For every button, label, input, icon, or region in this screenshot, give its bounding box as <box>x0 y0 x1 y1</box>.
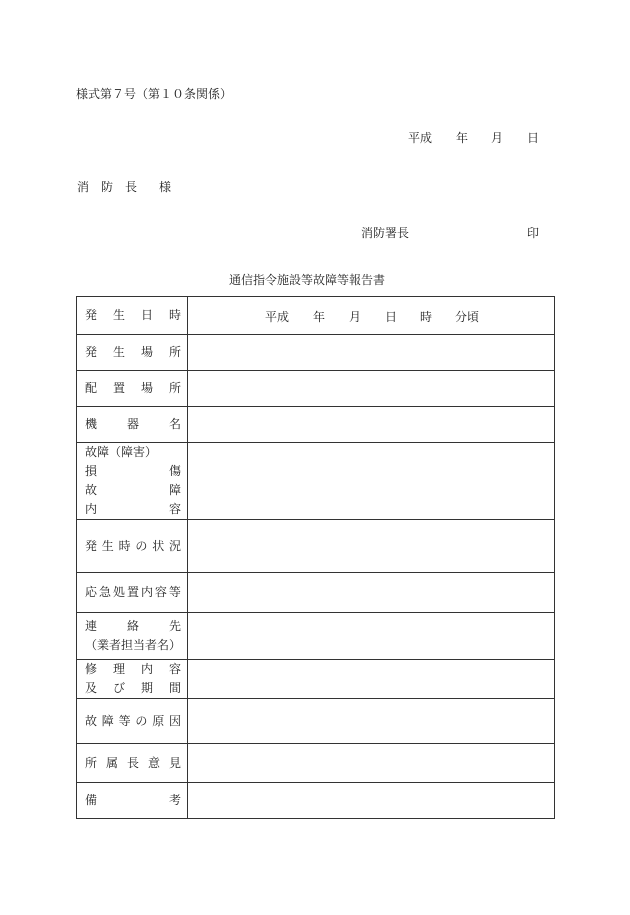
label-line <box>85 306 181 325</box>
value-cell[interactable] <box>188 520 555 573</box>
label-text: 時 <box>118 538 131 553</box>
datetime-hour: 時 <box>420 310 433 324</box>
label-text: 場 <box>140 345 153 359</box>
label-text: 意 <box>147 755 160 770</box>
label-line <box>85 500 181 519</box>
label-text: 生 <box>112 345 125 359</box>
label-line <box>85 636 180 655</box>
label-text: 備 <box>85 793 98 807</box>
row-label <box>77 660 188 699</box>
label-text: 容 <box>154 585 167 599</box>
label-text: 先 <box>168 619 181 633</box>
label-text: 容 <box>168 502 181 516</box>
label-text: 所 <box>168 345 181 359</box>
label-text: 況 <box>168 538 181 553</box>
label-text: 原 <box>152 713 165 728</box>
value-cell[interactable] <box>188 407 555 443</box>
value-cell[interactable] <box>188 783 555 819</box>
label-text: の <box>135 538 148 553</box>
label-text: 器 <box>126 417 139 431</box>
label-text: び <box>112 681 125 695</box>
row-label <box>77 443 188 520</box>
label-text: 場 <box>140 381 153 395</box>
label-text: 間 <box>168 681 181 695</box>
label-text: 修 <box>85 662 98 676</box>
form-number: 様式第７号（第１０条関係） <box>76 87 233 101</box>
label-line <box>85 712 181 731</box>
label-text: 容 <box>168 662 181 676</box>
label-line <box>85 583 181 602</box>
date-day: 日 <box>527 131 540 145</box>
label-text: 考 <box>168 793 181 807</box>
label-text: 故 <box>85 713 98 728</box>
value-cell[interactable] <box>188 660 555 699</box>
label-line <box>85 379 181 398</box>
datetime-month: 月 <box>349 310 362 324</box>
label-text: 属 <box>105 755 118 770</box>
datetime-day: 日 <box>385 310 398 324</box>
label-text: 日 <box>140 308 153 322</box>
row-label <box>77 613 188 660</box>
label-text: （業者担当者名） <box>85 638 182 652</box>
label-text: 及 <box>85 681 98 695</box>
label-text: 因 <box>168 713 181 728</box>
label-text: 等 <box>168 585 181 599</box>
document-title: 通信指令施設等故障等報告書 <box>229 273 386 287</box>
label-text: の <box>135 713 148 728</box>
label-text: 生 <box>101 538 114 553</box>
table-row <box>77 407 555 443</box>
label-line <box>85 481 181 500</box>
label-text: 応 <box>85 585 98 599</box>
label-text: 内 <box>85 502 98 516</box>
table-row <box>77 520 555 573</box>
addressee-char: 消 <box>77 180 90 194</box>
label-text: 置 <box>112 381 125 395</box>
value-cell[interactable] <box>188 335 555 371</box>
label-text: 内 <box>140 662 153 676</box>
label-line <box>85 754 181 773</box>
label-text: 処 <box>112 585 125 599</box>
datetime-year: 年 <box>313 310 326 324</box>
label-line <box>85 660 181 679</box>
label-text: 発 <box>85 345 98 359</box>
label-text: 故 <box>85 483 98 497</box>
label-line <box>85 415 181 434</box>
table-row <box>77 783 555 819</box>
label-text: 障 <box>101 713 114 728</box>
label-text: 所 <box>168 381 181 395</box>
label-text: 絡 <box>126 619 139 633</box>
addressee-honorific: 様 <box>159 180 172 194</box>
row-label <box>77 573 188 613</box>
datetime-minute: 分頃 <box>455 310 480 324</box>
value-cell[interactable] <box>188 744 555 783</box>
report-table <box>76 296 555 819</box>
label-text: 故障（障害） <box>85 445 158 459</box>
label-text: 傷 <box>168 464 181 478</box>
date-month: 月 <box>491 131 504 145</box>
label-text: 機 <box>85 417 98 431</box>
table-row <box>77 371 555 407</box>
label-text: 発 <box>85 308 98 322</box>
table-row <box>77 335 555 371</box>
label-text: 名 <box>168 417 181 431</box>
row-label <box>77 744 188 783</box>
value-cell[interactable] <box>188 297 555 335</box>
row-label <box>77 520 188 573</box>
date-year: 年 <box>456 131 469 145</box>
label-text: 見 <box>168 755 181 770</box>
row-label <box>77 371 188 407</box>
addressee-char: 長 <box>125 180 138 194</box>
table-row <box>77 699 555 744</box>
label-text: 長 <box>126 755 139 770</box>
label-text: 置 <box>126 585 139 599</box>
label-text: 障 <box>168 483 181 497</box>
value-cell[interactable] <box>188 443 555 520</box>
label-text: 連 <box>85 619 98 633</box>
table-row <box>77 744 555 783</box>
row-label <box>77 297 188 335</box>
label-text: 所 <box>85 755 98 770</box>
label-line <box>85 617 181 636</box>
label-text: 時 <box>168 308 181 322</box>
label-line <box>85 791 181 810</box>
row-label <box>77 407 188 443</box>
value-cell[interactable] <box>188 613 555 660</box>
label-line <box>85 537 181 556</box>
table-row <box>77 573 555 613</box>
table-row <box>77 613 555 660</box>
label-line <box>85 443 180 462</box>
row-label <box>77 335 188 371</box>
addressee-char: 防 <box>101 180 114 194</box>
label-text: 損 <box>85 464 98 478</box>
table-row <box>77 660 555 699</box>
label-line <box>85 462 181 481</box>
label-text: 発 <box>85 538 98 553</box>
label-line <box>85 679 181 698</box>
label-text: 内 <box>140 585 153 599</box>
table-row <box>77 297 555 335</box>
label-text: 理 <box>112 662 125 676</box>
row-label <box>77 699 188 744</box>
value-cell[interactable] <box>188 699 555 744</box>
date-era: 平成 <box>408 131 433 145</box>
label-line <box>85 343 181 362</box>
value-cell[interactable] <box>188 573 555 613</box>
row-label <box>77 783 188 819</box>
label-text: 状 <box>152 538 165 553</box>
value-cell[interactable] <box>188 371 555 407</box>
sender-title: 消防署長 <box>361 226 410 240</box>
table-row <box>77 443 555 520</box>
label-text: 等 <box>118 713 131 728</box>
seal-mark: 印 <box>527 226 540 240</box>
label-text: 急 <box>98 585 111 599</box>
label-text: 配 <box>85 381 98 395</box>
label-text: 期 <box>140 681 153 695</box>
datetime-era: 平成 <box>265 310 290 324</box>
label-text: 生 <box>112 308 125 322</box>
